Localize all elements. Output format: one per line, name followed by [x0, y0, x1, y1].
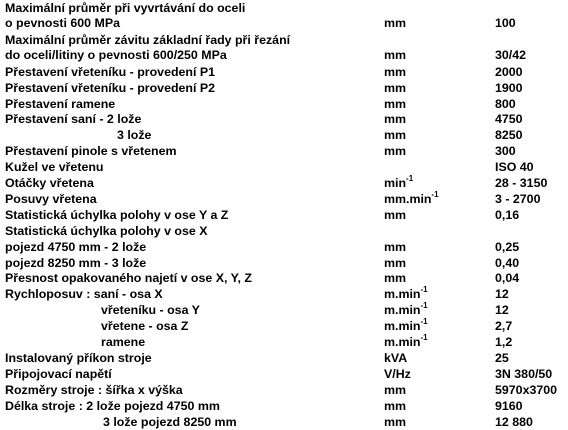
spec-unit: [384, 286, 428, 302]
spec-value: 25: [495, 351, 509, 365]
spec-label: Kužel ve vřetenu: [5, 160, 104, 174]
spec-unit-text: mm.min: [384, 192, 432, 206]
spec-unit: [384, 414, 406, 430]
spec-row: [0, 64, 568, 80]
spec-row: [0, 0, 568, 16]
spec-unit-text: mm: [384, 383, 407, 397]
spec-label: Přestavení vřeteníku - provedení P1: [5, 65, 216, 79]
spec-value: 100: [495, 16, 516, 30]
spec-label: Přestavení pinole s vřetenem: [5, 144, 177, 158]
spec-row: [0, 143, 568, 159]
spec-value: 300: [495, 144, 516, 158]
spec-value: 0,04: [495, 271, 520, 285]
spec-unit: [384, 255, 406, 271]
spec-unit: [384, 270, 406, 286]
spec-value: 1900: [495, 81, 523, 95]
spec-row: [0, 223, 568, 239]
spec-row: [0, 270, 568, 286]
spec-unit: [384, 334, 428, 350]
spec-unit: [384, 302, 428, 318]
spec-unit: [384, 398, 406, 414]
spec-unit: [384, 239, 406, 255]
spec-label: Otáčky vřetena: [5, 176, 94, 190]
spec-label: Rychloposuv : saní - osa X: [5, 287, 163, 301]
spec-value: 3N 380/50: [495, 367, 553, 381]
spec-value: 5970x3700: [495, 383, 558, 397]
spec-row: [0, 207, 568, 223]
spec-row: [0, 366, 568, 382]
spec-unit: [384, 111, 406, 127]
spec-row: [0, 80, 568, 96]
spec-value: 4750: [495, 112, 523, 126]
spec-label: Přestavení ramene: [5, 97, 116, 111]
spec-row: [0, 32, 568, 48]
spec-row: [0, 414, 568, 430]
spec-value: 0,40: [495, 256, 520, 270]
spec-value: 2,7: [495, 319, 513, 333]
spec-row: [0, 239, 568, 255]
spec-label: Délka stroje : 2 lože pojezd 4750 mm: [5, 399, 220, 413]
spec-label: vřetene - osa Z: [101, 319, 189, 333]
spec-label: ramene: [101, 335, 146, 349]
spec-row: [0, 111, 568, 127]
spec-row: [0, 302, 568, 318]
spec-unit-exponent: -1: [406, 174, 414, 183]
spec-value: ISO 40: [495, 160, 534, 174]
spec-unit-text: mm: [384, 81, 407, 95]
spec-label: pojezd 8250 mm - 3 lože: [5, 256, 147, 270]
spec-value: 12: [495, 303, 509, 317]
spec-row: [0, 15, 568, 31]
spec-row: [0, 191, 568, 207]
spec-unit-text: mm: [384, 112, 407, 126]
spec-label: o pevnosti 600 MPa: [5, 16, 120, 30]
spec-value: 12 880: [495, 415, 533, 429]
spec-unit-exponent: -1: [420, 301, 428, 310]
spec-unit-exponent: -1: [420, 285, 428, 294]
spec-row: [0, 175, 568, 191]
spec-unit-text: kVA: [384, 351, 408, 365]
spec-unit-text: mm: [384, 208, 407, 222]
spec-row: [0, 96, 568, 112]
spec-unit-text: mm: [384, 144, 407, 158]
spec-row: [0, 318, 568, 334]
spec-unit-text: mm: [384, 256, 407, 270]
spec-unit: [384, 191, 439, 207]
spec-label: vřeteníku - osa Y: [101, 303, 200, 317]
spec-row: [0, 334, 568, 350]
spec-unit-text: m.min: [384, 319, 421, 333]
spec-label: Maximální průměr závitu základní řady při řezání: [5, 33, 291, 47]
spec-value: 9160: [495, 399, 523, 413]
spec-value: 28 - 3150: [495, 176, 548, 190]
spec-label: 3 lože: [117, 128, 152, 142]
spec-label: Přesnost opakovaného najetí v ose X, Y, Z: [5, 271, 252, 285]
spec-unit-text: mm: [384, 128, 407, 142]
spec-label: Statistická úchylka polohy v ose Y a Z: [5, 208, 229, 222]
spec-unit-text: m.min: [384, 335, 421, 349]
spec-unit: [384, 143, 406, 159]
spec-unit-text: mm: [384, 399, 407, 413]
spec-value: 2000: [495, 65, 523, 79]
spec-unit: [384, 80, 406, 96]
spec-unit-text: mm: [384, 16, 407, 30]
spec-label: 3 lože pojezd 8250 mm: [103, 415, 237, 429]
spec-label: Instalovaný příkon stroje: [5, 351, 152, 365]
spec-unit: [384, 47, 406, 63]
spec-unit: [384, 350, 407, 366]
spec-label: Rozměry stroje : šířka x výška: [5, 383, 183, 397]
spec-row: [0, 127, 568, 143]
spec-unit: [384, 175, 413, 191]
spec-row: [0, 159, 568, 175]
spec-unit-text: m.min: [384, 303, 421, 317]
spec-value: 8250: [495, 128, 523, 142]
spec-unit-text: mm: [384, 240, 407, 254]
spec-row: [0, 255, 568, 271]
spec-value: 30/42: [495, 48, 527, 62]
spec-value: 1,2: [495, 335, 513, 349]
spec-unit-text: mm: [384, 65, 407, 79]
spec-row: [0, 47, 568, 63]
spec-label: Přestavení vřeteníku - provedení P2: [5, 81, 216, 95]
spec-label: Připojovací napětí: [5, 367, 112, 381]
spec-unit: [384, 382, 406, 398]
spec-unit-text: mm: [384, 415, 407, 429]
spec-label: do oceli/litiny o pevnosti 600/250 MPa: [5, 48, 227, 62]
spec-unit: [384, 64, 406, 80]
spec-unit: [384, 96, 406, 112]
spec-unit-text: mm: [384, 97, 407, 111]
spec-value: 3 - 2700: [495, 192, 541, 206]
spec-row: [0, 398, 568, 414]
spec-label: Maximální průměr při vyvrtávání do oceli: [5, 1, 246, 15]
spec-value: 800: [495, 97, 516, 111]
spec-label: Posuvy vřetena: [5, 192, 97, 206]
spec-unit: [384, 207, 406, 223]
spec-unit-exponent: -1: [420, 317, 428, 326]
spec-unit-exponent: -1: [420, 333, 428, 342]
spec-unit: [384, 127, 406, 143]
spec-value: 0,16: [495, 208, 520, 222]
spec-label: Statistická úchylka polohy v ose X: [5, 224, 208, 238]
spec-unit-text: mm: [384, 48, 407, 62]
spec-unit-text: mm: [384, 271, 407, 285]
spec-unit-text: min: [384, 176, 407, 190]
spec-value: 0,25: [495, 240, 520, 254]
spec-label: Přestavení saní - 2 lože: [5, 112, 142, 126]
spec-row: [0, 286, 568, 302]
spec-row: [0, 382, 568, 398]
spec-unit-exponent: -1: [431, 190, 439, 199]
spec-row: [0, 350, 568, 366]
spec-unit-text: m.min: [384, 287, 421, 301]
spec-label: pojezd 4750 mm - 2 lože: [5, 240, 147, 254]
spec-unit: [384, 15, 406, 31]
spec-unit-text: V/Hz: [384, 367, 411, 381]
spec-unit: [384, 366, 411, 382]
spec-value: 12: [495, 287, 509, 301]
spec-unit: [384, 318, 428, 334]
